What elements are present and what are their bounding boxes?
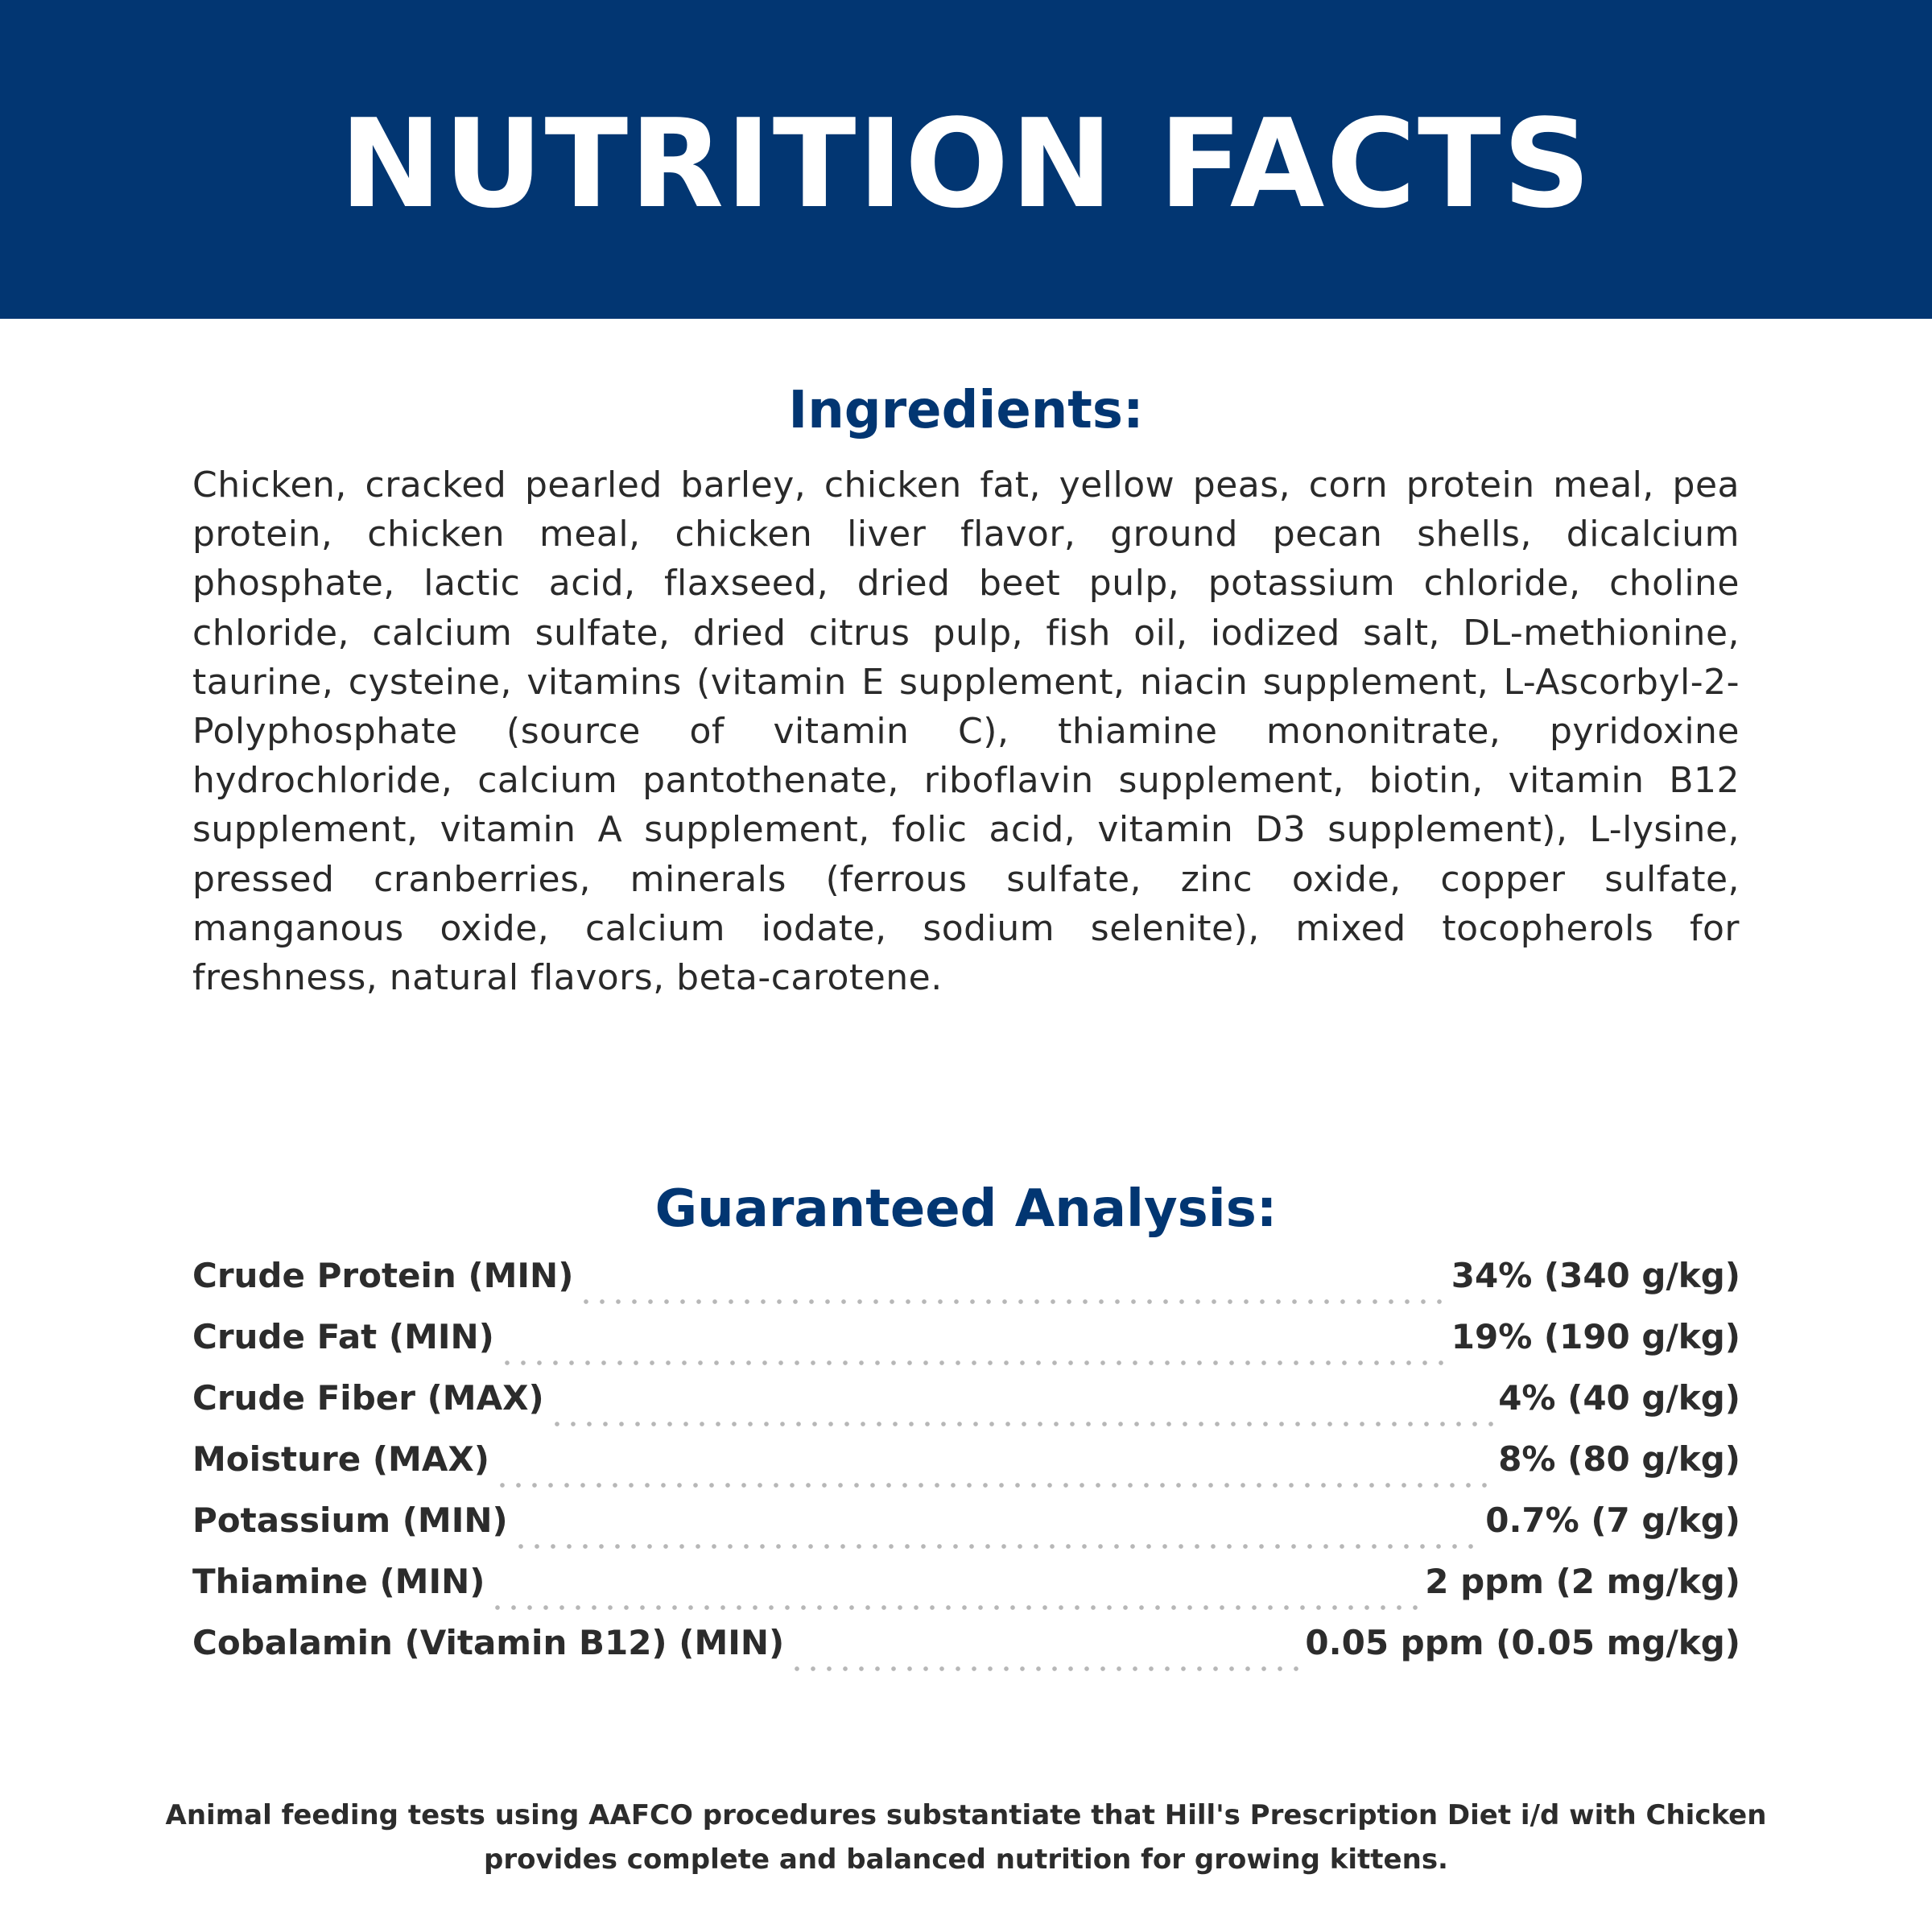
dot-leader bbox=[489, 1605, 1420, 1610]
guaranteed-analysis-list bbox=[192, 1256, 1740, 1684]
ga-label: Crude Fiber (MAX) bbox=[192, 1378, 544, 1418]
ga-label: Moisture (MAX) bbox=[192, 1439, 489, 1479]
dot-leader bbox=[499, 1360, 1447, 1365]
ga-value: 0.05 ppm (0.05 mg/kg) bbox=[1305, 1623, 1740, 1662]
page-title: NUTRITION FACTS bbox=[339, 93, 1593, 235]
ga-label: Potassium (MIN) bbox=[192, 1501, 508, 1540]
dot-leader bbox=[578, 1299, 1446, 1304]
footnote-line-1: Animal feeding tests using AAFCO procedures substantiate that Hill's Prescription Diet i/d with Chicken bbox=[165, 1799, 1767, 1831]
aafco-footnote bbox=[161, 1794, 1771, 1882]
ga-value: 34% (340 g/kg) bbox=[1451, 1256, 1740, 1295]
ga-row-crude-fat bbox=[192, 1317, 1740, 1378]
ga-row-crude-fiber bbox=[192, 1378, 1740, 1439]
ga-value: 2 ppm (2 mg/kg) bbox=[1425, 1562, 1740, 1601]
dot-leader bbox=[549, 1422, 1494, 1426]
ingredients-heading: Ingredients: bbox=[788, 381, 1144, 440]
ga-row-potassium bbox=[192, 1501, 1740, 1562]
header-band bbox=[0, 0, 1932, 319]
ga-label: Crude Protein (MIN) bbox=[192, 1256, 574, 1295]
ga-label: Cobalamin (Vitamin B12) (MIN) bbox=[192, 1623, 785, 1662]
ga-label: Thiamine (MIN) bbox=[192, 1562, 485, 1601]
ga-value: 19% (190 g/kg) bbox=[1451, 1317, 1740, 1356]
ga-row-thiamine bbox=[192, 1562, 1740, 1623]
dot-leader bbox=[494, 1483, 1493, 1488]
footnote-line-2: provides complete and balanced nutrition for growing kittens. bbox=[484, 1843, 1448, 1876]
ga-value: 8% (80 g/kg) bbox=[1498, 1439, 1740, 1479]
dot-leader bbox=[513, 1544, 1481, 1549]
ingredients-text: Chicken, cracked pearled barley, chicken fat, yellow peas, corn protein meal, pea protein, chicken meal, chicken liver flavor, ground pecan shells, dicalcium phosphate, lactic acid, flaxseed, dried beet pulp, potassium chloride, choline chloride, calcium sulfate, dried citrus pulp, fish oil, iodized salt, DL-methionine, taurine, cysteine, vitamins (vitamin E supplement, niacin supplement, L-Ascorbyl-2-Polyphosphate (source of vitamin C), thiamine mononitrate, pyridoxine hydrochloride, calcium pantothenate, riboflavin supplement, biotin, vitamin B12 supplement, vitamin A supplement, folic acid, vitamin D3 supplement), L-lysine, pressed cranberries, minerals (ferrous sulfate, zinc oxide, copper sulfate, manganous oxide, calcium iodate, sodium selenite), mixed tocopherols for freshness, natural flavors, beta-carotene. bbox=[192, 464, 1740, 999]
ga-label: Crude Fat (MIN) bbox=[192, 1317, 494, 1356]
guaranteed-analysis-heading: Guaranteed Analysis: bbox=[654, 1179, 1278, 1239]
dot-leader bbox=[789, 1666, 1300, 1671]
ga-row-moisture bbox=[192, 1439, 1740, 1501]
ga-row-crude-protein bbox=[192, 1256, 1740, 1317]
ga-value: 4% (40 g/kg) bbox=[1498, 1378, 1740, 1418]
ga-value: 0.7% (7 g/kg) bbox=[1485, 1501, 1740, 1540]
ga-row-cobalamin bbox=[192, 1623, 1740, 1684]
